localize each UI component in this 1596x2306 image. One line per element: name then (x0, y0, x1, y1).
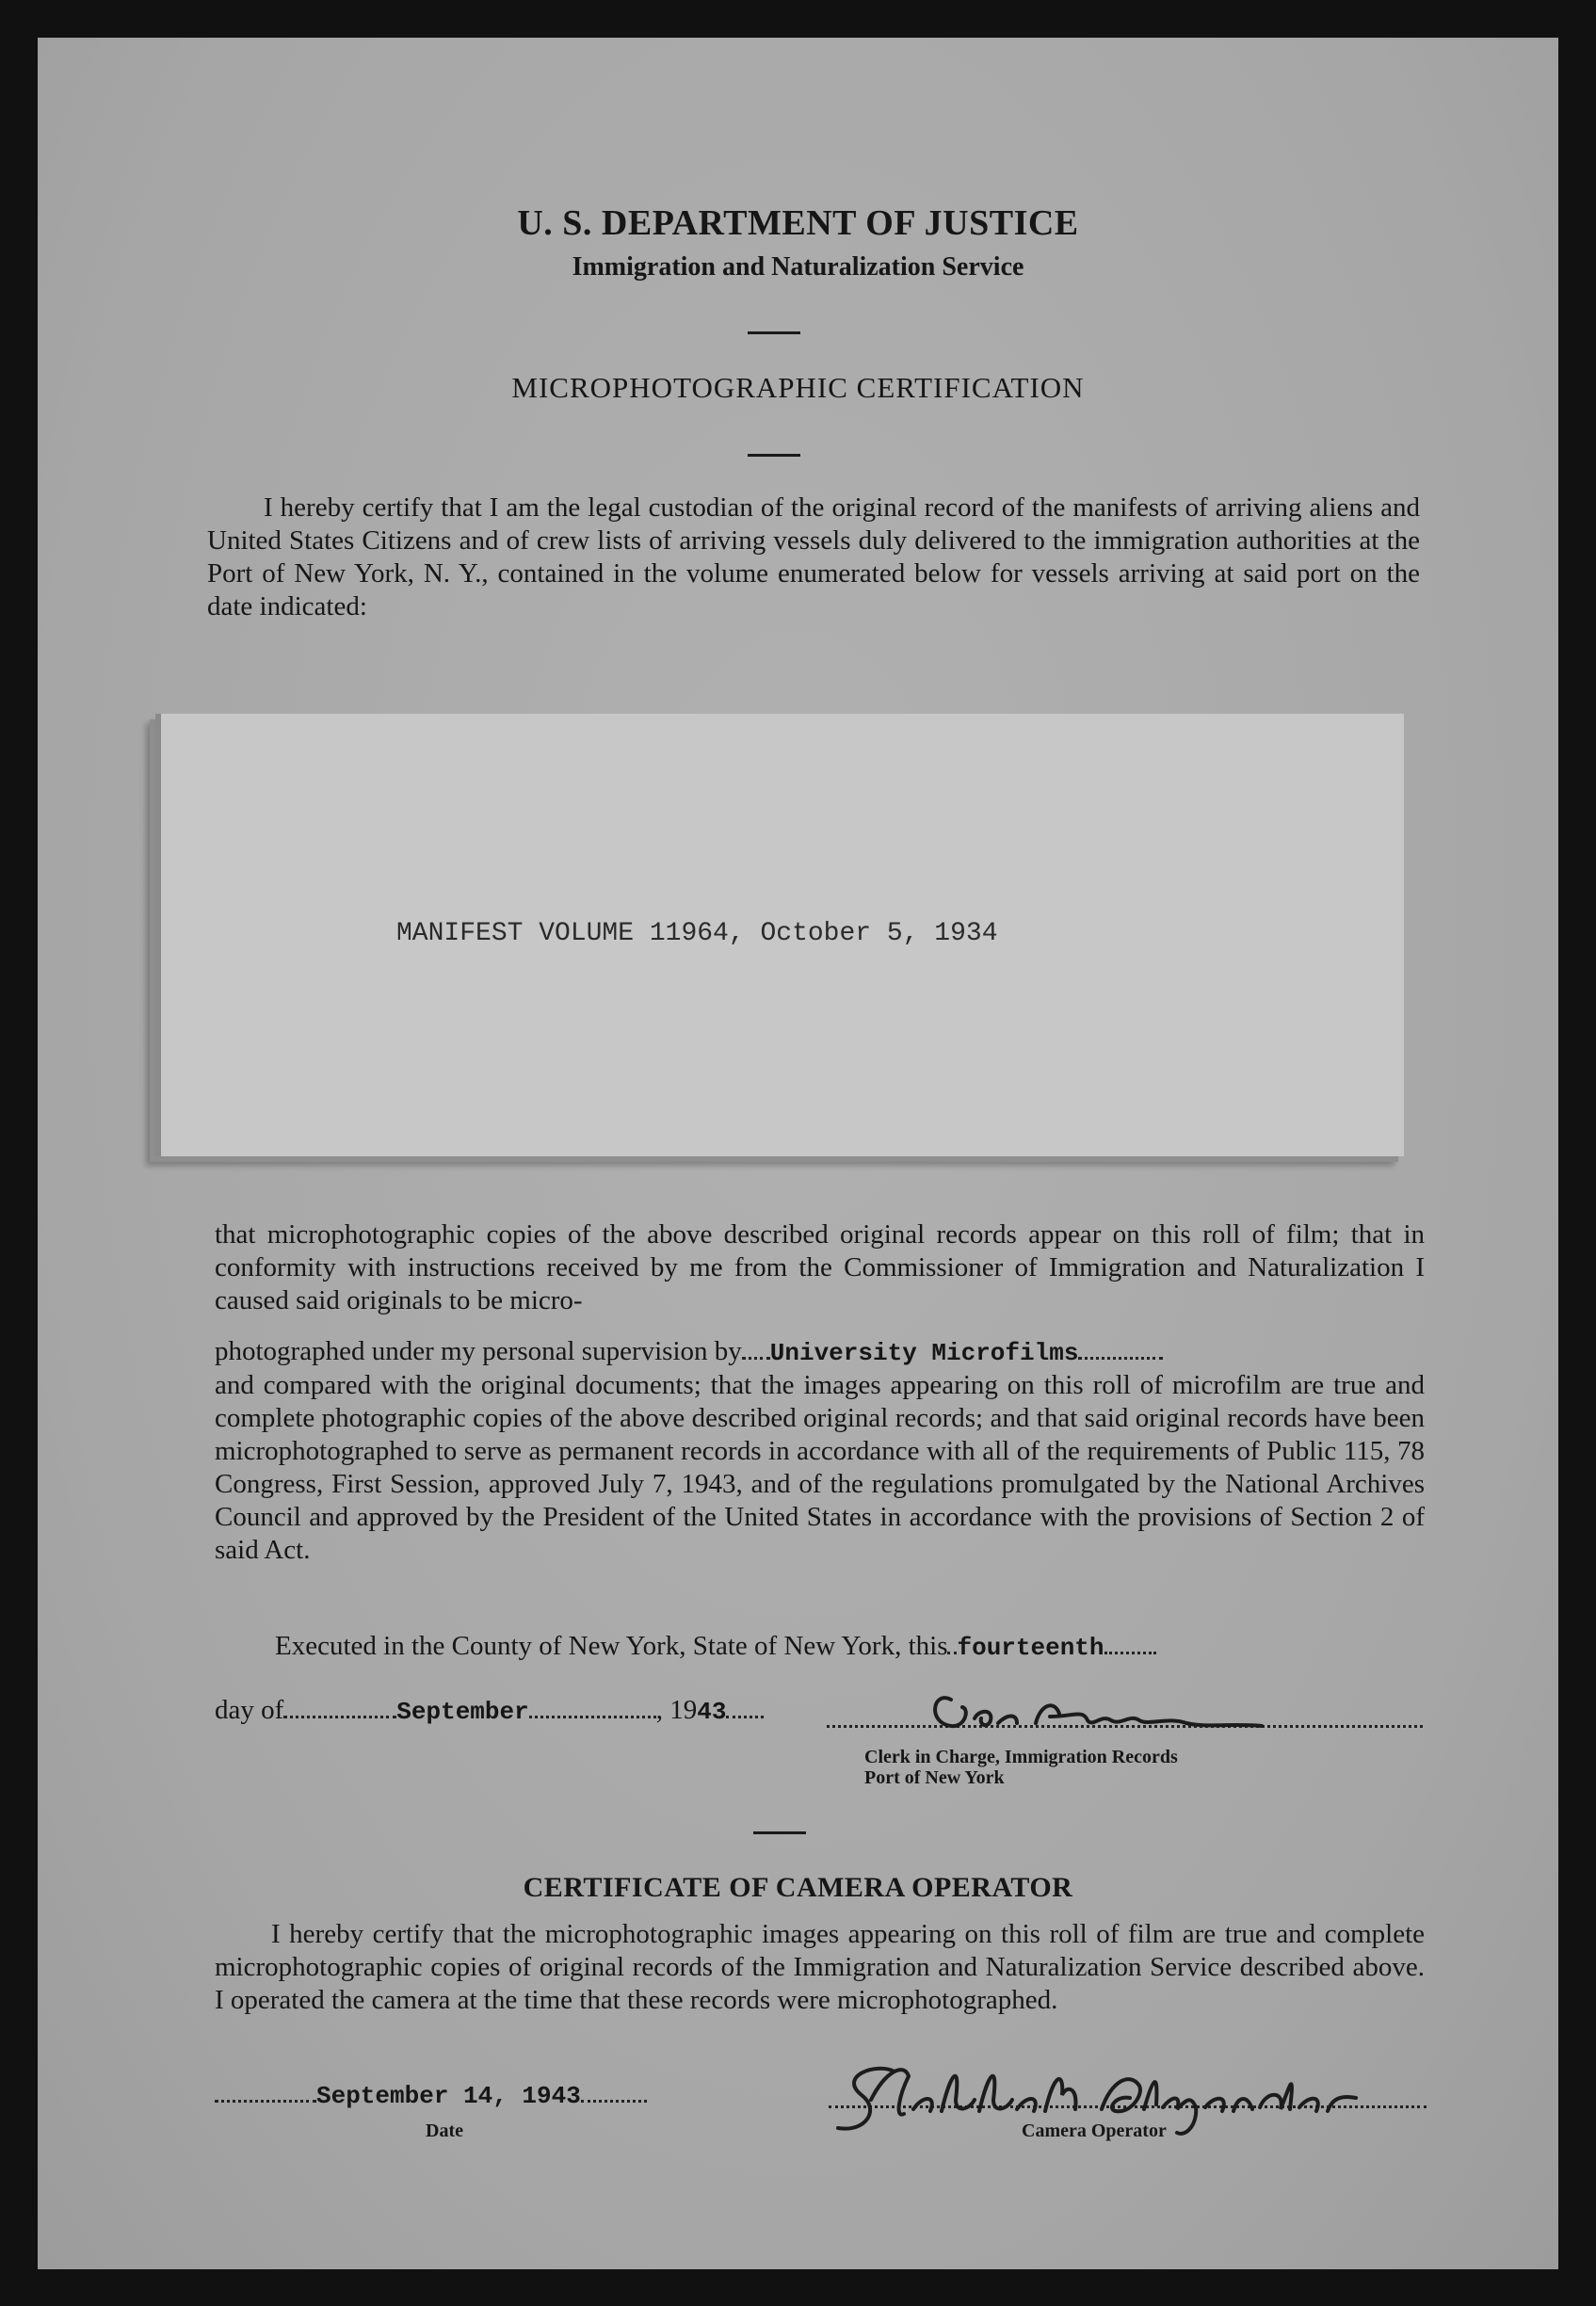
manifest-volume-text: MANIFEST VOLUME 11964, October 5, 1934 (396, 919, 998, 948)
divider-rule (753, 1831, 806, 1834)
fill-dots (1104, 1652, 1156, 1654)
operator-label: Camera Operator (1022, 2121, 1167, 2141)
fill-dots (581, 2100, 647, 2103)
body-paragraph-part1: that microphotographic copies of the above described original records appear on this roll of film; that in conformity with instructions received by me from the Commissioner of Immigration and Naturalization I caused said originals to be micro- (215, 1219, 1425, 1315)
day-of-label: day of (215, 1695, 284, 1725)
date-line (215, 2079, 647, 2110)
clerk-title (864, 1747, 1178, 1788)
body-paragraph-part2: and compared with the original documents; that the images appearing on this roll of microfilm are true and complete photographic copies of the above described original records; and that said original records have been microphotographed to serve as permanent records in accordance with all of the requirements of Public 115, 78 Congress, First Session, approved July 7, 1943, and of the regulations promulgated by the National Archives Council and approved by the President of the United States in accordance with the provisions of Section 2 of said Act. (215, 1370, 1425, 1565)
day-of-line (215, 1695, 764, 1726)
fill-dots (529, 1716, 656, 1718)
fill-dots (947, 1652, 957, 1654)
department-title: U. S. DEPARTMENT OF JUSTICE (517, 203, 1079, 243)
fill-dots (1078, 1357, 1163, 1360)
fill-dots (742, 1357, 770, 1360)
service-subtitle: Immigration and Naturalization Service (572, 252, 1024, 282)
intro-paragraph: I hereby certify that I am the legal custodian of the original record of the manifests of arriving aliens and United States Citizens and of crew lists of arriving vessels duly delivered to the immigration authorities at the Port of New York, N. Y., contained in the volume enumerated below for vessels arriving at said port on the date indicated: (207, 492, 1420, 621)
certification-title: MICROPHOTOGRAPHIC CERTIFICATION (511, 371, 1085, 404)
year-prefix: , 19 (655, 1695, 698, 1725)
camera-operator-title: CERTIFICATE OF CAMERA OPERATOR (523, 1872, 1073, 1903)
clerk-title-line1: Clerk in Charge, Immigration Records (864, 1747, 1178, 1767)
manifest-slip (155, 714, 1404, 1156)
supervision-line (215, 1336, 1163, 1367)
date-label: Date (426, 2121, 463, 2141)
divider-rule (748, 454, 800, 457)
executed-day: fourteenth (957, 1634, 1104, 1662)
camera-operator-paragraph: I hereby certify that the microphotographic images appearing on this roll of film are true and complete microphotographic copies of original records of the Immigration and Naturalization Service described above. I operated the camera at the time that these records were microphotographed. (215, 1919, 1425, 2015)
fill-dots (215, 2100, 316, 2103)
executed-line (275, 1631, 1156, 1662)
clerk-title-line2: Port of New York (864, 1767, 1005, 1788)
executed-year: 43 (697, 1698, 727, 1726)
divider-rule (748, 331, 800, 334)
document-page (38, 38, 1558, 2269)
clerk-signature (923, 1671, 1299, 1747)
supervisor-name: University Microfilms (769, 1339, 1079, 1367)
fill-dots (726, 1716, 764, 1718)
executed-prefix: Executed in the County of New York, State of New York, this (275, 1631, 948, 1661)
supervision-prefix: photographed under my personal supervision by (215, 1336, 742, 1366)
date-value: September 14, 1943 (316, 2082, 581, 2110)
fill-dots (283, 1716, 396, 1718)
executed-month: September (396, 1698, 529, 1726)
